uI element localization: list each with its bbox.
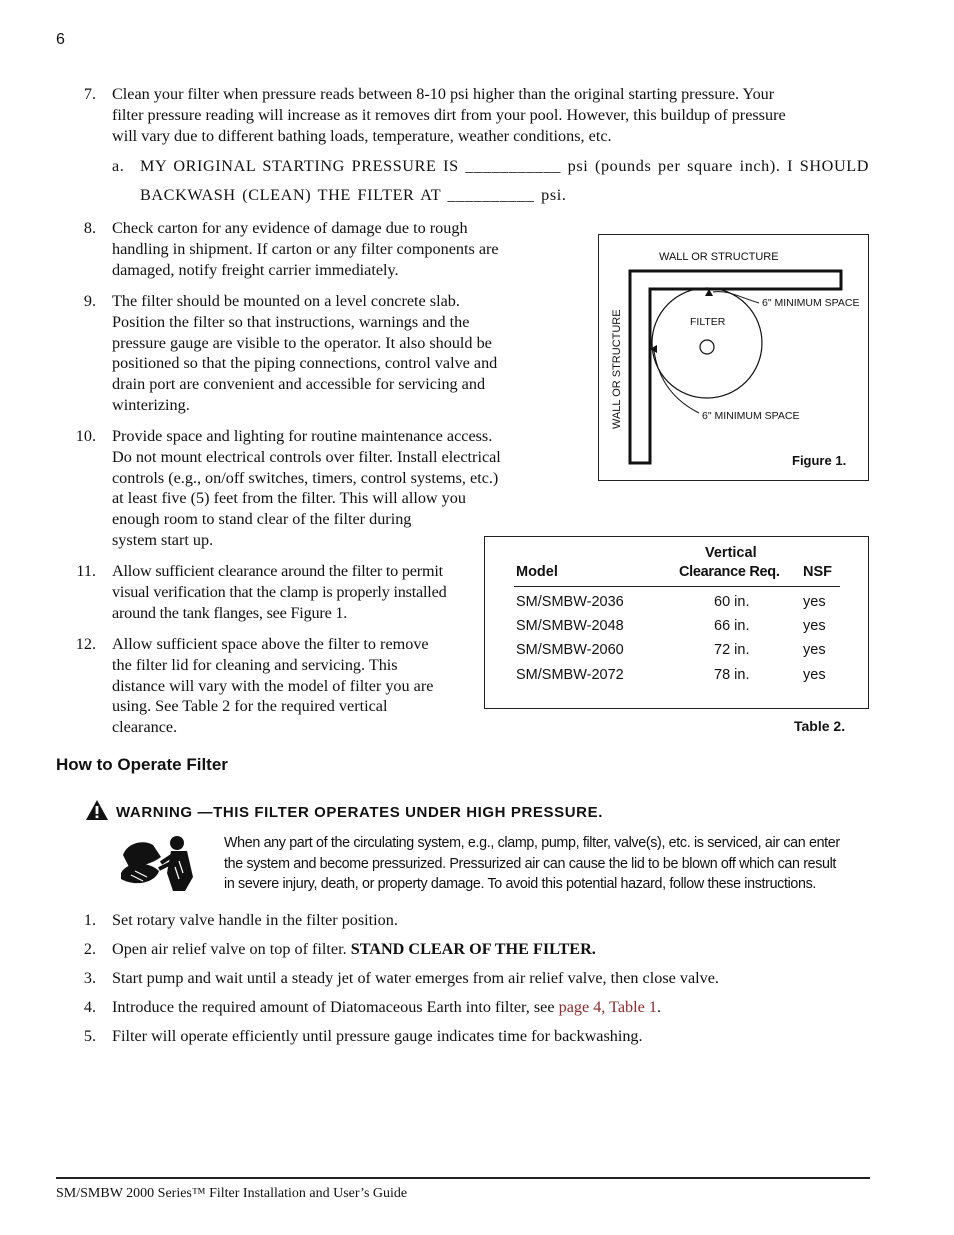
list-item-line: enough room to stand clear of the filter during xyxy=(112,510,412,529)
figure-1 xyxy=(598,234,869,481)
list-item-7 xyxy=(56,84,836,148)
list-item-line: drain port are convenient and accessible for servicing and xyxy=(112,375,486,394)
list-item-line: using. See Table 2 for the required vertical xyxy=(112,697,388,716)
step-text: Introduce the required amount of Diatomaceous Earth into filter, see xyxy=(112,998,559,1016)
header-rule xyxy=(514,586,840,587)
list-item-text xyxy=(112,561,446,623)
cell-clearance: 66 in. xyxy=(714,618,750,634)
leader-side xyxy=(654,351,699,413)
step-number: 4. xyxy=(83,998,96,1016)
step-text-end: . xyxy=(656,998,662,1016)
cell-clearance: 78 in. xyxy=(714,667,750,683)
list-item-line: The filter should be mounted on a level concrete slab. xyxy=(112,292,460,310)
warning-text xyxy=(224,833,852,895)
list-item-line: damaged, notify freight carrier immediately. xyxy=(112,260,399,279)
list-item-11 xyxy=(56,561,476,625)
clearance-table xyxy=(484,536,869,709)
list-item-text xyxy=(112,218,499,280)
list-item-line: filter pressure reading will increase as it removes dirt from your pool. However, this buildup of pressure xyxy=(112,105,786,124)
figure-caption: Figure 1. xyxy=(792,453,847,468)
header-clearance: Clearance Req. xyxy=(679,564,780,580)
list-item-line: clearance. xyxy=(112,718,178,737)
list-item-line: Position the filter so that instructions, warnings and the xyxy=(112,312,470,331)
list-item-text xyxy=(112,84,786,146)
header-model: Model xyxy=(516,564,558,580)
list-item-line: distance will vary with the model of filter you are xyxy=(112,676,434,695)
step-text: Filter will operate efficiently until pressure gauge indicates time for backwashing. xyxy=(112,1027,643,1045)
sub-item-line-2: BACKWASH (CLEAN) THE FILTER AT __________ psi. xyxy=(140,186,567,204)
list-item-line: Clean your filter when pressure reads between 8-10 psi higher than the original starting pressure. Your xyxy=(112,85,775,103)
list-item-number: 9. xyxy=(83,292,96,310)
list-item-line: will vary due to different bathing loads, temperature, weather conditions, etc. xyxy=(112,126,612,145)
warning-line: When any part of the circulating system, e.g., clamp, pump, filter, valve(s), etc. is serviced, air can enter xyxy=(224,835,840,851)
warning-line: in severe injury, death, or property damage. To avoid this potential hazard, follow these instructions. xyxy=(224,876,817,893)
list-item-line: system start up. xyxy=(112,530,214,549)
list-item-line: Allow sufficient space above the filter to remove xyxy=(112,635,429,653)
list-item-line: at least five (5) feet from the filter. This will allow you xyxy=(112,489,466,508)
list-item-8 xyxy=(56,218,526,282)
footer-rule xyxy=(56,1177,870,1179)
list-item-9 xyxy=(56,291,526,417)
cell-model: SM/SMBW-2048 xyxy=(516,618,624,634)
step-text-wrap xyxy=(112,998,661,1017)
list-item-line: Allow sufficient clearance around the filter to permit xyxy=(112,562,443,580)
sub-item-line-1: MY ORIGINAL STARTING PRESSURE IS ___________ psi (pounds per square inch). I SHOULD xyxy=(140,157,870,175)
warning-title: WARNING —THIS FILTER OPERATES UNDER HIGH PRESSURE. xyxy=(116,804,603,821)
list-item-line: Check carton for any evidence of damage due to rough xyxy=(112,219,468,237)
leader-top xyxy=(713,292,759,303)
list-item-number: 7. xyxy=(83,85,96,103)
step-text: Set rotary valve handle in the filter position. xyxy=(112,911,398,929)
cell-nsf: yes xyxy=(803,594,826,610)
step-number: 2. xyxy=(83,940,96,958)
step-number: 3. xyxy=(83,969,96,987)
footer-text: SM/SMBW 2000 Series™ Filter Installation and User’s Guide xyxy=(56,1186,408,1201)
warning-triangle-icon xyxy=(85,799,109,821)
wall-top-label: WALL OR STRUCTURE xyxy=(659,251,779,263)
list-item-line: handling in shipment. If carton or any filter components are xyxy=(112,239,499,258)
cell-model: SM/SMBW-2072 xyxy=(516,667,624,683)
list-item-text xyxy=(112,426,501,551)
cell-nsf: yes xyxy=(803,642,826,658)
list-item-10 xyxy=(56,426,536,552)
header-vertical: Vertical xyxy=(705,545,757,561)
list-item-line: Do not mount electrical controls over filter. Install electrical xyxy=(112,447,501,466)
page-4-table-1-link[interactable]: page 4, Table 1 xyxy=(558,998,657,1016)
list-item-text xyxy=(112,291,497,416)
pressure-hazard-icon xyxy=(113,833,197,893)
step-emphasis: STAND CLEAR OF THE FILTER. xyxy=(350,940,596,958)
space-top-label: 6" MINIMUM SPACE xyxy=(762,297,860,309)
list-item-number: 11. xyxy=(76,562,96,580)
filter-tank-circle xyxy=(652,288,762,398)
clearance-diagram xyxy=(599,235,868,480)
cell-nsf: yes xyxy=(803,667,826,683)
step-number: 5. xyxy=(83,1027,96,1045)
sub-item-letter: a. xyxy=(112,157,125,175)
step-text-wrap xyxy=(112,940,596,959)
list-item-line: positioned so that the piping connections, control valve and xyxy=(112,354,498,373)
step-number: 1. xyxy=(83,911,96,929)
list-item-line: winterizing. xyxy=(112,395,190,414)
cell-clearance: 72 in. xyxy=(714,642,750,658)
list-item-line: visual verification that the clamp is properly installed xyxy=(112,582,447,601)
wall-side-label: WALL OR STRUCTURE xyxy=(611,309,623,429)
warning-line: the system and become pressurized. Pressurized air can cause the lid to be blown off which can result xyxy=(224,855,837,872)
cell-model: SM/SMBW-2036 xyxy=(516,594,624,610)
filter-center-port xyxy=(700,340,714,354)
header-nsf: NSF xyxy=(803,564,832,580)
list-item-line: Provide space and lighting for routine maintenance access. xyxy=(112,427,493,445)
cell-model: SM/SMBW-2060 xyxy=(516,642,624,658)
list-item-line: the filter lid for cleaning and servicing. This xyxy=(112,655,398,674)
page-number: 6 xyxy=(56,31,65,48)
list-item-text xyxy=(112,634,433,738)
section-title: How to Operate Filter xyxy=(56,755,228,774)
list-item-line: controls (e.g., on/off switches, timers, control systems, etc.) xyxy=(112,468,499,487)
list-item-number: 10. xyxy=(75,427,96,445)
list-item-line: pressure gauge are visible to the operator. It also should be xyxy=(112,333,492,352)
list-item-line: around the tank flanges, see Figure 1. xyxy=(112,603,348,622)
list-item-12 xyxy=(56,634,476,740)
cell-nsf: yes xyxy=(803,618,826,634)
step-text: Start pump and wait until a steady jet of water emerges from air relief valve, then close valve. xyxy=(112,969,719,987)
list-item-number: 8. xyxy=(83,219,96,237)
list-item-number: 12. xyxy=(75,635,96,653)
cell-clearance: 60 in. xyxy=(714,594,750,610)
filter-label: FILTER xyxy=(690,316,726,328)
space-bottom-label: 6" MINIMUM SPACE xyxy=(702,410,800,422)
table-caption: Table 2. xyxy=(794,718,846,734)
step-text: Open air relief valve on top of filter. xyxy=(112,940,351,958)
